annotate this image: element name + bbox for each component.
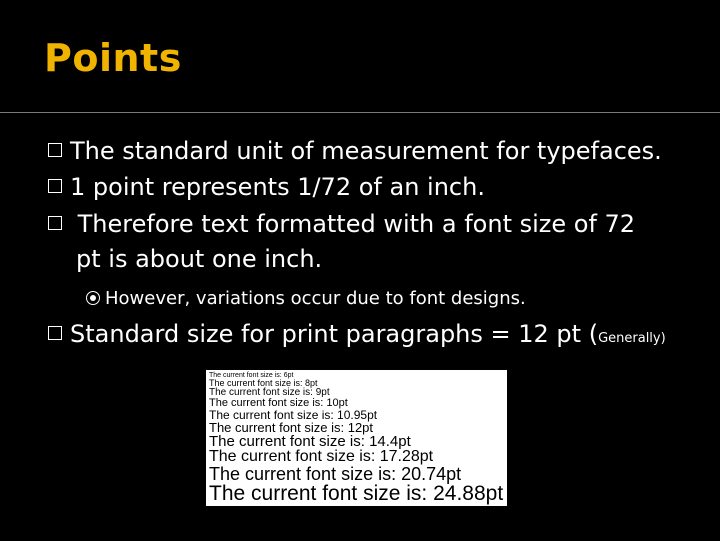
sample-line-20-74pt: The current font size is: 20.74pt bbox=[209, 464, 462, 484]
sample-line-14-4pt: The current font size is: 14.4pt bbox=[209, 433, 411, 450]
bullet-1 bbox=[48, 137, 662, 165]
bullet-3 bbox=[48, 210, 635, 238]
font-size-sample-image bbox=[206, 370, 507, 506]
radio-bullet-icon bbox=[86, 291, 100, 305]
sub-bullet-text: However, variations occur due to font designs. bbox=[105, 288, 526, 309]
sample-line-9pt: The current font size is: 9pt bbox=[209, 387, 330, 398]
bullet-4 bbox=[48, 320, 666, 348]
title-bar bbox=[0, 0, 720, 112]
bullet-3-continued bbox=[76, 245, 322, 273]
bullet-1-text: The standard unit of measurement for typefaces. bbox=[70, 137, 662, 165]
sample-line-17-28pt: The current font size is: 17.28pt bbox=[209, 448, 434, 465]
bullet-3-text: Therefore text formatted with a font size of 72 bbox=[70, 210, 636, 238]
bullet-2 bbox=[48, 173, 485, 201]
sample-line-6pt: The current font size is: 6pt bbox=[209, 372, 294, 379]
checkbox-square-icon bbox=[48, 216, 62, 230]
bullet-4-text: Standard size for print paragraphs = 12 pt ( bbox=[70, 320, 599, 348]
sample-line-10pt: The current font size is: 10pt bbox=[209, 397, 348, 409]
bullet-4-small-text: Generally) bbox=[598, 331, 666, 346]
slide-title: Points bbox=[44, 36, 182, 80]
sub-bullet bbox=[86, 288, 526, 309]
checkbox-square-icon bbox=[48, 326, 62, 340]
checkbox-square-icon bbox=[48, 179, 62, 193]
bullet-3-text-continued: pt is about one inch. bbox=[76, 245, 323, 273]
sample-line-10-95pt: The current font size is: 10.95pt bbox=[209, 408, 378, 422]
sample-line-12pt: The current font size is: 12pt bbox=[209, 420, 374, 435]
checkbox-square-icon bbox=[48, 143, 62, 157]
sample-line-8pt: The current font size is: 8pt bbox=[209, 378, 318, 388]
sample-line-24-88pt: The current font size is: 24.88pt bbox=[209, 482, 504, 505]
bullet-2-text: 1 point represents 1/72 of an inch. bbox=[70, 173, 485, 201]
